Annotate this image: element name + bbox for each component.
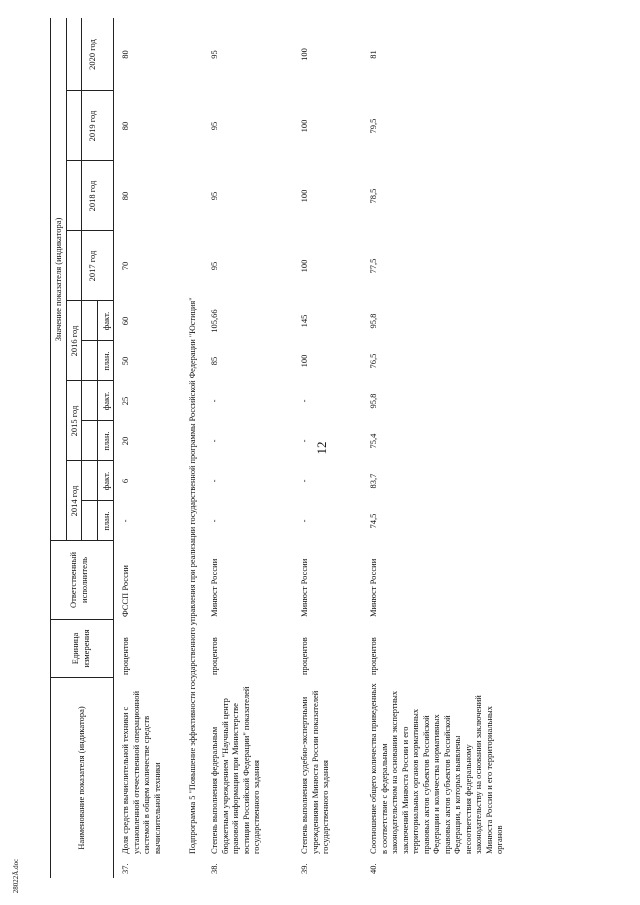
row-38-v2: - (209, 439, 219, 443)
row-38-v9: 95 (209, 50, 219, 59)
row-39-v2: - (299, 439, 309, 443)
row-38-v8: 95 (209, 121, 219, 131)
row-40-name: Соотношение общего количества приведенных в соответствие с федеральным законодательством на основании экспертных заключений Минюста России и его территориальных органов нормативных правовых актов субъектов Российской Федерации и количества нормативных правовых актов субъектов Российской Федерации, в которых выявлены несоответствия федеральному законодательству на основании заключений Минюста России и его территориальных органов (368, 683, 504, 854)
row-39-v1: - (299, 479, 309, 483)
row-37-resp: ФССП России (120, 565, 130, 617)
row-37-v6: 70 (120, 261, 130, 271)
header-unit: Единица измерения (70, 629, 91, 668)
row-39-v0: - (299, 519, 309, 523)
row-40-v1: 83,7 (368, 473, 378, 489)
row-37-v7: 80 (120, 191, 130, 201)
row-37-v8: 80 (120, 121, 130, 131)
header-2019: 2019 год (87, 110, 97, 142)
header-2020: 2020 год (87, 39, 97, 70)
row-39-unit: процентов (299, 637, 309, 675)
footer-doc-code: 28022Ā.doc (12, 858, 20, 894)
subprogram-heading: Подпрограмма 5 "Повышение эффективности государственного управления при реализации государственной программы Российской Федерации "Юстиция" (188, 297, 197, 854)
rule-top (50, 18, 51, 878)
row-37-v9: 80 (120, 50, 130, 59)
header-name: Наименование показателя (индикатора) (76, 706, 86, 850)
header-2015-fact: факт. (101, 391, 111, 411)
header-2016: 2016 год (69, 325, 79, 357)
row-40-resp: Минюст России (368, 558, 378, 617)
row-40-unit: процентов (368, 637, 378, 675)
row-37-num: 37. (120, 863, 130, 874)
row-38-num: 38. (209, 863, 219, 874)
row-38-v1: - (209, 479, 219, 483)
row-37-v1: 6 (120, 478, 130, 484)
row-40-v7: 78,5 (368, 188, 378, 204)
header-2016-fact: факт. (101, 311, 111, 331)
row-40-v0: 74,5 (368, 513, 378, 529)
rule-years-header (81, 18, 82, 541)
header-2014-plan: план. (101, 511, 111, 531)
page-number: 12 (314, 441, 329, 455)
row-40-v8: 79,5 (368, 118, 378, 134)
row-38-v4: 85 (209, 356, 219, 366)
row-39-v5: 145 (299, 314, 309, 328)
row-38-unit: процентов (209, 637, 219, 675)
row-40-v2: 75,4 (368, 433, 378, 449)
header-2018: 2018 год (87, 180, 97, 212)
row-40-num: 40. (368, 863, 378, 874)
row-39-v9: 100 (299, 48, 309, 61)
header-2014-fact: факт. (101, 471, 111, 491)
row-37-v0: - (120, 519, 130, 523)
row-38-v7: 95 (209, 191, 219, 201)
row-39-v6: 100 (299, 259, 309, 273)
rule-values-header (66, 18, 67, 541)
row-37-v4: 50 (120, 356, 130, 366)
header-2017: 2017 год (87, 250, 97, 282)
row-38-v3: - (209, 399, 219, 403)
row-39-resp: Минюст России (299, 558, 309, 617)
row-37-v3: 25 (120, 396, 130, 406)
rule-planfact-header (97, 301, 98, 541)
header-2015: 2015 год (69, 405, 79, 437)
row-40-v5: 95,8 (368, 313, 378, 329)
row-39-v8: 100 (299, 119, 309, 133)
header-values: Значение показателя (индикатора) (53, 217, 63, 342)
row-39-name: Степень выполнения судебно-экспертными учреждениями Минюста России показателей государственного задания (299, 690, 330, 854)
row-37-v5: 60 (120, 316, 130, 326)
row-39-v7: 100 (299, 189, 309, 203)
header-responsible: Ответственный исполнитель (68, 552, 89, 608)
row-40-v4: 76,5 (368, 353, 378, 369)
row-38-resp: Минюст России (209, 558, 219, 617)
indicator-table (50, 18, 610, 878)
header-2016-plan: план. (101, 351, 111, 371)
row-38-name: Степень выполнения федеральным бюджетным учреждением "Научный центр правовой информации при Министерстве юстиции Российской Федерации" показателей государственного задания (209, 686, 261, 854)
row-39-num: 39. (299, 863, 309, 874)
row-40-v9: 81 (368, 50, 378, 59)
row-39-v3: - (299, 399, 309, 403)
row-38-v0: - (209, 519, 219, 523)
row-37-name: Доля средств вычислительной техники с установленной отечественной операционной системой в общем количестве средств вычислительной техники (120, 690, 162, 854)
row-40-v3: 95,8 (368, 393, 378, 409)
row-38-v6: 95 (209, 261, 219, 271)
rule-header-bottom (113, 18, 114, 878)
row-37-v2: 20 (120, 436, 130, 446)
row-38-v5: 105,66 (209, 309, 219, 333)
header-2015-plan: план. (101, 431, 111, 451)
row-37-unit: процентов (120, 637, 130, 675)
row-40-v6: 77,5 (368, 258, 378, 274)
row-39-v4: 100 (299, 354, 309, 368)
header-2014: 2014 год (69, 485, 79, 517)
